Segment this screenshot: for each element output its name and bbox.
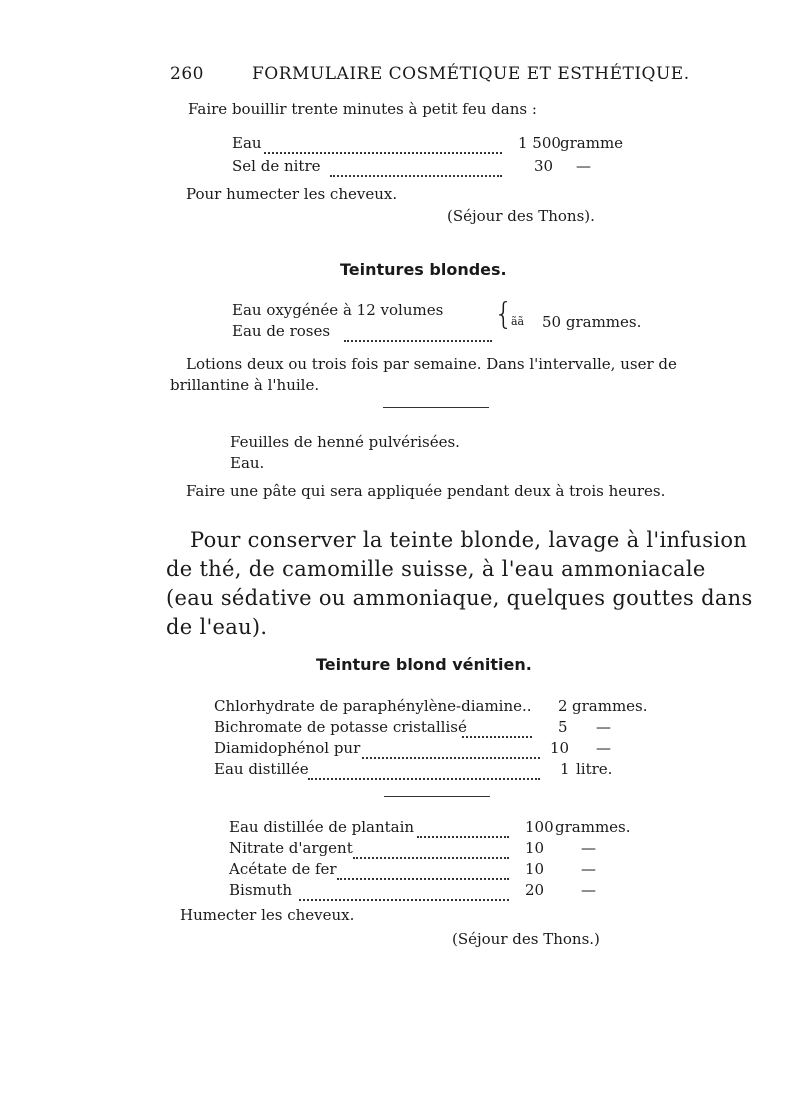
dot-leader — [264, 134, 502, 154]
ingredient-name: Eau de roses — [232, 322, 331, 340]
ingredient-name: Diamidophénol pur — [214, 739, 361, 757]
ingredient-qty: 100 — [525, 818, 554, 836]
section4-row — [214, 760, 654, 780]
section1-row — [232, 134, 632, 154]
ingredient-unit: — — [581, 881, 596, 899]
section2-alt-note: Faire une pâte qui sera appliquée pendant deux à trois heures. — [186, 482, 666, 500]
section1-usage: Pour humecter les cheveux. — [186, 185, 398, 203]
ingredient-unit: litre. — [576, 760, 613, 778]
paragraph-line: de l'eau). — [166, 615, 268, 639]
paragraph-line: de thé, de camomille suisse, à l'eau ammoniacale — [166, 557, 706, 581]
ingredient-unit: grammes. — [572, 697, 648, 715]
ingredient-qty: 2 — [558, 697, 568, 715]
section4-heading: Teinture blond vénitien. — [316, 655, 532, 674]
dot-leader — [299, 881, 509, 901]
dot-leader — [344, 322, 492, 342]
ingredient-name: Acétate de fer — [229, 860, 337, 878]
section4-row — [214, 739, 654, 759]
dot-leader — [362, 739, 540, 759]
ingredient-unit: gramme — [560, 134, 624, 152]
ingredient-unit: — — [576, 157, 591, 175]
ana-label: ãã — [511, 315, 525, 328]
ingredient-name: Chlorhydrate de paraphénylène-diamine.. — [214, 697, 532, 715]
section2-note: brillantine à l'huile. — [170, 376, 320, 394]
dot-leader — [337, 860, 509, 880]
section1-row — [232, 157, 632, 177]
ingredient-name: Eau distillée de plantain — [229, 818, 415, 836]
section2-note: Lotions deux ou trois fois par semaine. Dans l'intervalle, user de — [186, 355, 677, 373]
section5-row — [229, 881, 649, 901]
ingredient-name: Eau oxygénée à 12 volumes — [232, 301, 444, 319]
ingredient-name: Bichromate de potasse cristallisé — [214, 718, 467, 736]
ingredient-qty: 5 — [558, 718, 568, 736]
ingredient-unit: grammes. — [555, 818, 631, 836]
section4-row — [214, 697, 654, 717]
ingredient-unit: — — [581, 839, 596, 857]
ingredient-name: Nitrate d'argent — [229, 839, 353, 857]
section4-row — [214, 718, 654, 738]
dot-leader — [462, 718, 532, 738]
paragraph-line: Pour conserver la teinte blonde, lavage à l'infusion — [190, 528, 748, 552]
ingredient-qty: 1 — [560, 760, 570, 778]
dot-leader — [308, 760, 540, 780]
ingredient-unit: — — [596, 718, 611, 736]
section5-usage: Humecter les cheveux. — [180, 906, 355, 924]
section1-source: (Séjour des Thons). — [447, 207, 595, 225]
curly-brace-icon: { — [494, 297, 514, 332]
ingredient-amount: 50 grammes. — [542, 313, 642, 331]
ingredient-qty: 1 500 — [518, 134, 561, 152]
alt-ingredient: Feuilles de henné pulvérisées. — [230, 433, 460, 451]
ingredient-qty: 30 — [534, 157, 554, 175]
ingredient-qty: 10 — [550, 739, 570, 757]
ingredient-unit: — — [581, 860, 596, 878]
ingredient-name: Eau distillée — [214, 760, 309, 778]
section5-row — [229, 839, 649, 859]
page-number: 260 — [170, 64, 204, 84]
alt-ingredient: Eau. — [230, 454, 265, 472]
dot-leader — [330, 157, 502, 177]
section5-row — [229, 860, 649, 880]
section1-intro: Faire bouillir trente minutes à petit feu dans : — [188, 100, 537, 118]
paragraph-line: (eau sédative ou ammoniaque, quelques gouttes dans — [166, 586, 753, 610]
section5-source: (Séjour des Thons.) — [452, 930, 600, 948]
ingredient-qty: 10 — [525, 839, 545, 857]
dot-leader — [417, 818, 509, 838]
page-title: FORMULAIRE COSMÉTIQUE ET ESTHÉTIQUE. — [252, 64, 690, 84]
ingredient-qty: 10 — [525, 860, 545, 878]
ingredient-unit: — — [596, 739, 611, 757]
section-divider — [383, 407, 489, 408]
section-divider — [384, 796, 490, 797]
section5-row — [229, 818, 649, 838]
ingredient-qty: 20 — [525, 881, 545, 899]
section2-heading: Teintures blondes. — [340, 260, 507, 279]
dot-leader — [353, 839, 509, 859]
ingredient-name: Sel de nitre — [232, 157, 321, 175]
ingredient-name: Bismuth — [229, 881, 293, 899]
ingredient-name: Eau — [232, 134, 262, 152]
